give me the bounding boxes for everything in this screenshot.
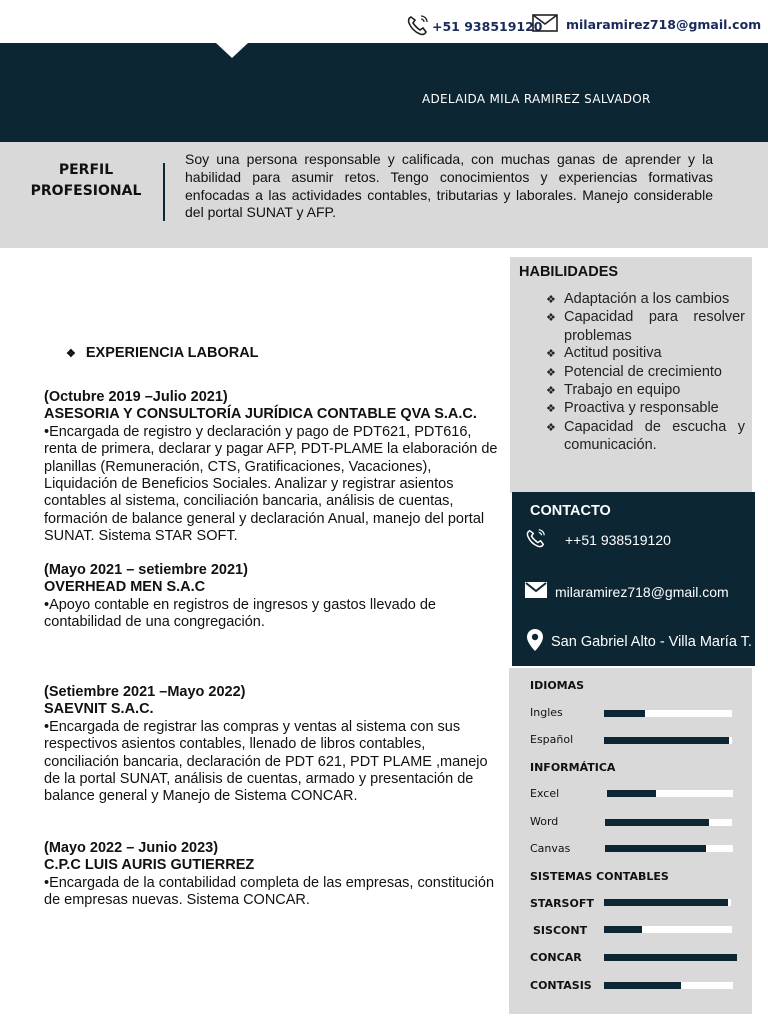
level-fill (605, 845, 706, 852)
language-label: Ingles (530, 706, 563, 719)
top-email-text: milaramirez718@gmail.com (566, 17, 762, 32)
diamond-bullet-icon: ❖ (546, 366, 556, 379)
contact-title: CONTACTO (530, 503, 611, 519)
level-track (604, 899, 731, 906)
experience-title-text: EXPERIENCIA LABORAL (85, 345, 259, 361)
job-description: •Apoyo contable en registros de ingresos y gastos llevado de contabilidad de una congregación. (44, 596, 436, 631)
system-label: STARSOFT (530, 897, 594, 910)
level-track (607, 790, 733, 797)
system-label: CONCAR (530, 951, 582, 964)
job-entry (44, 684, 502, 806)
job-description: •Encargada de registrar las compras y ventas al sistema con sus respectivos asientos contables, llenado de libros contables, conciliación bancaria, declaración de PDT 621, PDT PLAME ,manejo de la portal SUNAT, análisis de cuentas, armado y presentación de balance general y Manejo de Sistema CONCAR. (44, 718, 488, 805)
skill-item: ❖ Adaptación a los cambios (546, 291, 745, 309)
job-entry (44, 389, 502, 546)
job-date: (Setiembre 2021 –Mayo 2022) (44, 684, 246, 700)
languages-title: IDIOMAS (530, 679, 585, 692)
skills-list (546, 291, 745, 455)
name-header-band (0, 43, 768, 142)
header-notch (216, 43, 248, 58)
level-fill (604, 899, 728, 906)
skill-item: ❖ Potencial de crecimiento (546, 364, 745, 382)
envelope-icon (532, 14, 558, 35)
job-company: SAEVNIT S.A.C. (44, 701, 154, 718)
job-company: ASESORIA Y CONSULTORÍA JURÍDICA CONTABLE QVA S.A.C. (44, 406, 477, 423)
top-phone-text: +51 938519120 (432, 19, 543, 34)
computing-label: Canvas (530, 842, 571, 855)
system-label: CONTASIS (530, 979, 592, 992)
system-label: SISCONT (533, 924, 588, 937)
computing-label: Excel (530, 787, 560, 800)
diamond-bullet-icon: ❖ (546, 312, 556, 325)
profile-text: Soy una persona responsable y calificada, con muchas ganas de aprender y la habilidad para asumir retos. Tengo conocimientos y experiencias formativas enfocadas a las actividades contables, tributarias y laborales. Manejo considerable del portal SUNAT y AFP. (185, 151, 713, 221)
level-fill (604, 982, 681, 989)
job-entry (44, 840, 502, 910)
level-track (605, 819, 732, 826)
diamond-bullet-icon: ❖ (546, 385, 556, 398)
envelope-icon (525, 582, 547, 601)
skill-item: ❖ Trabajo en equipo (546, 382, 745, 400)
skill-item: ❖ Capacidad de escucha y comunicación. (546, 418, 745, 454)
profile-label (22, 160, 150, 202)
contact-phone[interactable] (525, 528, 671, 551)
computing-label: Word (530, 815, 559, 828)
level-fill (605, 819, 709, 826)
level-track (604, 710, 732, 717)
diamond-bullet-icon: ❖ (546, 294, 556, 306)
top-email[interactable] (532, 14, 761, 35)
level-track (604, 982, 733, 989)
level-fill (604, 710, 645, 717)
job-description: •Encargada de registro y declaración y pago de PDT621, PDT616, renta de primera, declarar y pagar AFP, PDT-PLAME la elaboración de planillas (Remuneración, CTS, Gratificaciones, Vacaciones), Liquidación de Beneficios Sociales. Analizar y registrar asientos contables al sistema, conciliación bancaria, análisis de cuentas, formación de balance general y declaración Anual, manejo del portal SUNAT. Sistema STAR SOFT. (44, 423, 498, 545)
level-track (605, 845, 733, 852)
contact-address-text: San Gabriel Alto - Villa María T. (551, 634, 752, 650)
diamond-bullet-icon: ❖ (546, 403, 556, 416)
level-fill (604, 737, 729, 744)
level-fill (604, 926, 642, 933)
level-track (604, 737, 732, 744)
profile-label-line1: PERFIL (58, 162, 114, 178)
level-fill (604, 954, 737, 961)
level-fill (607, 790, 656, 797)
experience-title (66, 345, 259, 361)
diamond-bullet-icon: ❖ (546, 348, 556, 361)
contact-phone-text: ++51 938519120 (565, 531, 671, 548)
computing-title: INFORMÁTICA (530, 761, 616, 774)
contact-address (525, 628, 752, 656)
job-entry (44, 562, 502, 632)
skill-item: ❖ Capacidad para resolver problemas (546, 309, 745, 344)
contact-email[interactable] (525, 582, 729, 601)
top-phone[interactable] (406, 14, 543, 39)
full-name: ADELAIDA MILA RAMIREZ SALVADOR (422, 92, 651, 106)
skill-item: ❖ Actitud positiva (546, 345, 745, 363)
phone-icon (525, 528, 547, 551)
skill-item: ❖ Proactiva y responsable (546, 400, 745, 418)
level-track (604, 954, 737, 961)
phone-icon (406, 14, 430, 39)
location-pin-icon (525, 628, 545, 656)
level-track (604, 926, 732, 933)
accounting-systems-title: SISTEMAS CONTABLES (530, 870, 669, 883)
profile-label-line2: PROFESIONAL (30, 183, 142, 199)
job-date: (Mayo 2022 – Junio 2023) (44, 840, 219, 856)
language-label: Español (530, 733, 574, 746)
job-description: •Encargada de la contabilidad completa de las empresas, constitución de empresas nuevas. Sistema CONCAR. (44, 874, 495, 909)
diamond-bullet-icon: ❖ (546, 421, 556, 434)
profile-divider (163, 163, 165, 221)
contact-email-text: milaramirez718@gmail.com (555, 583, 729, 600)
job-date: (Octubre 2019 –Julio 2021) (44, 389, 228, 405)
diamond-bullet-icon: ❖ (66, 347, 76, 360)
skills-title: HABILIDADES (519, 264, 619, 280)
job-date: (Mayo 2021 – setiembre 2021) (44, 562, 248, 578)
job-company: OVERHEAD MEN S.A.C (44, 579, 206, 596)
job-company: C.P.C LUIS AURIS GUTIERREZ (44, 857, 255, 874)
